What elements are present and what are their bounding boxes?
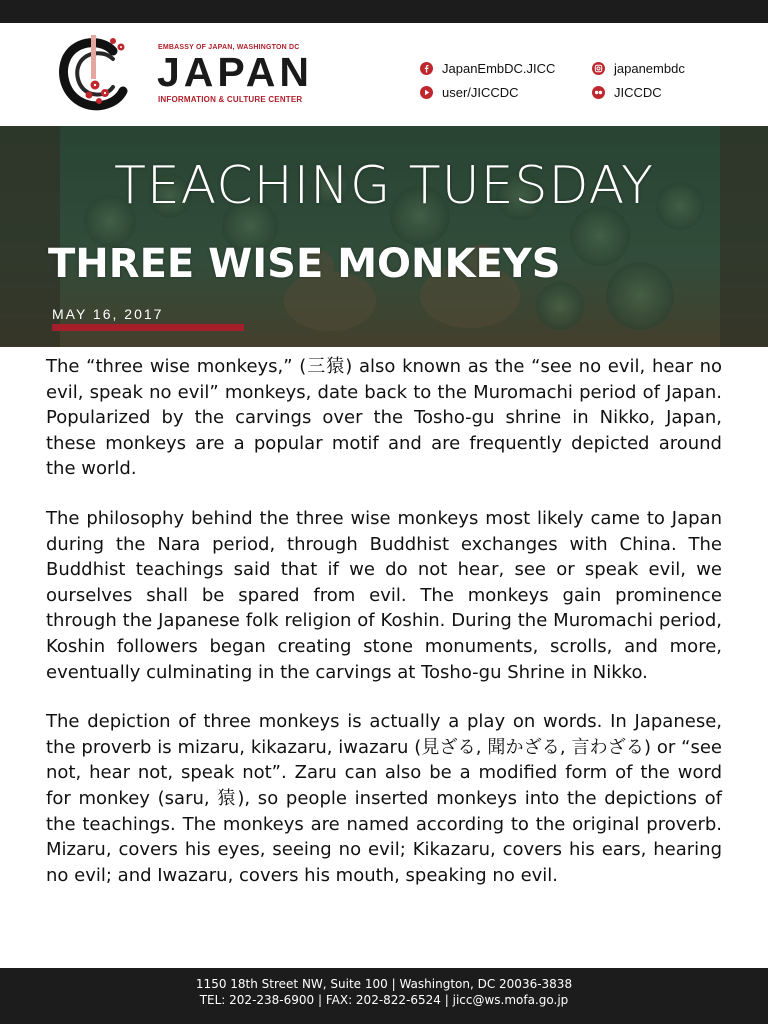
series-title: TEACHING TUESDAY — [114, 156, 654, 216]
hero-banner — [0, 126, 768, 347]
brand-name: JAPAN — [157, 49, 313, 95]
flickr-label: JICCDC — [614, 85, 662, 100]
youtube-label: user/JICCDC — [442, 85, 519, 100]
instagram-icon — [592, 62, 605, 75]
footer — [0, 968, 768, 1024]
facebook-link[interactable] — [420, 61, 555, 76]
paragraph-wordplay: The depiction of three monkeys is actually a play on words. In Japanese, the proverb is mizaru, kikazaru, iwazaru (見ざる, 聞かざる, 言わざる) or “see not, hear not, speak not”. Zaru can also be a modified form of the word for monkey (saru, 猿), so people inserted monkeys into the depictions of the teachings. The monkeys are named according to the original proverb. Mizaru, covers his eyes, seeing no evil; Kikazaru, covers his ears, hearing no evil; and Iwazaru, covers his mouth, speaking no evil. — [46, 711, 722, 886]
flickr-icon — [592, 86, 605, 99]
header — [0, 23, 768, 126]
footer-contact: TEL: 202-238-6900 | FAX: 202-822-6524 | jicc@ws.mofa.go.jp — [199, 993, 569, 1007]
date-underline — [52, 324, 244, 331]
paragraph-philosophy: The philosophy behind the three wise monkeys most likely came to Japan during the Nara period, through Buddhist exchanges with China. The Buddhist teachings said that if we do not hear, see or speak evil, we ourselves shall be spared from evil. The monkeys gain prominence through the Japanese folk religion of Koshin. During the Muromachi period, Koshin followers began creating stone monuments, scrolls, and more, eventually culminating in the carvings at Tosho-gu Shrine in Nikko. — [46, 507, 722, 683]
article-title: THREE WISE MONKEYS — [48, 241, 561, 287]
embassy-line: EMBASSY OF JAPAN, WASHINGTON DC — [158, 44, 300, 51]
instagram-link[interactable] — [592, 61, 685, 76]
flickr-link[interactable] — [592, 85, 662, 100]
brand-subtitle: INFORMATION & CULTURE CENTER — [158, 95, 303, 104]
facebook-icon — [420, 62, 433, 75]
facebook-label: JapanEmbDC.JICC — [442, 61, 556, 76]
paragraph-intro: The “three wise monkeys,” (三猿) also known as the “see no evil, hear no evil, speak no evil” monkeys, date back to the Muromachi period of Japan. Popularized by the carvings over the Tosho-gu shrine in Nikko, Japan, these monkeys are a popular motif and are frequently depicted around the world. — [46, 356, 722, 480]
instagram-label: japanembdc — [614, 61, 685, 76]
ensho-logo-icon — [55, 33, 135, 113]
youtube-icon — [420, 86, 433, 99]
article-body — [46, 354, 722, 912]
top-bar — [0, 0, 768, 23]
footer-address: 1150 18th Street NW, Suite 100 | Washington, DC 20036-3838 — [195, 977, 573, 991]
youtube-link[interactable] — [420, 85, 519, 100]
publish-date: MAY 16, 2017 — [52, 306, 164, 322]
